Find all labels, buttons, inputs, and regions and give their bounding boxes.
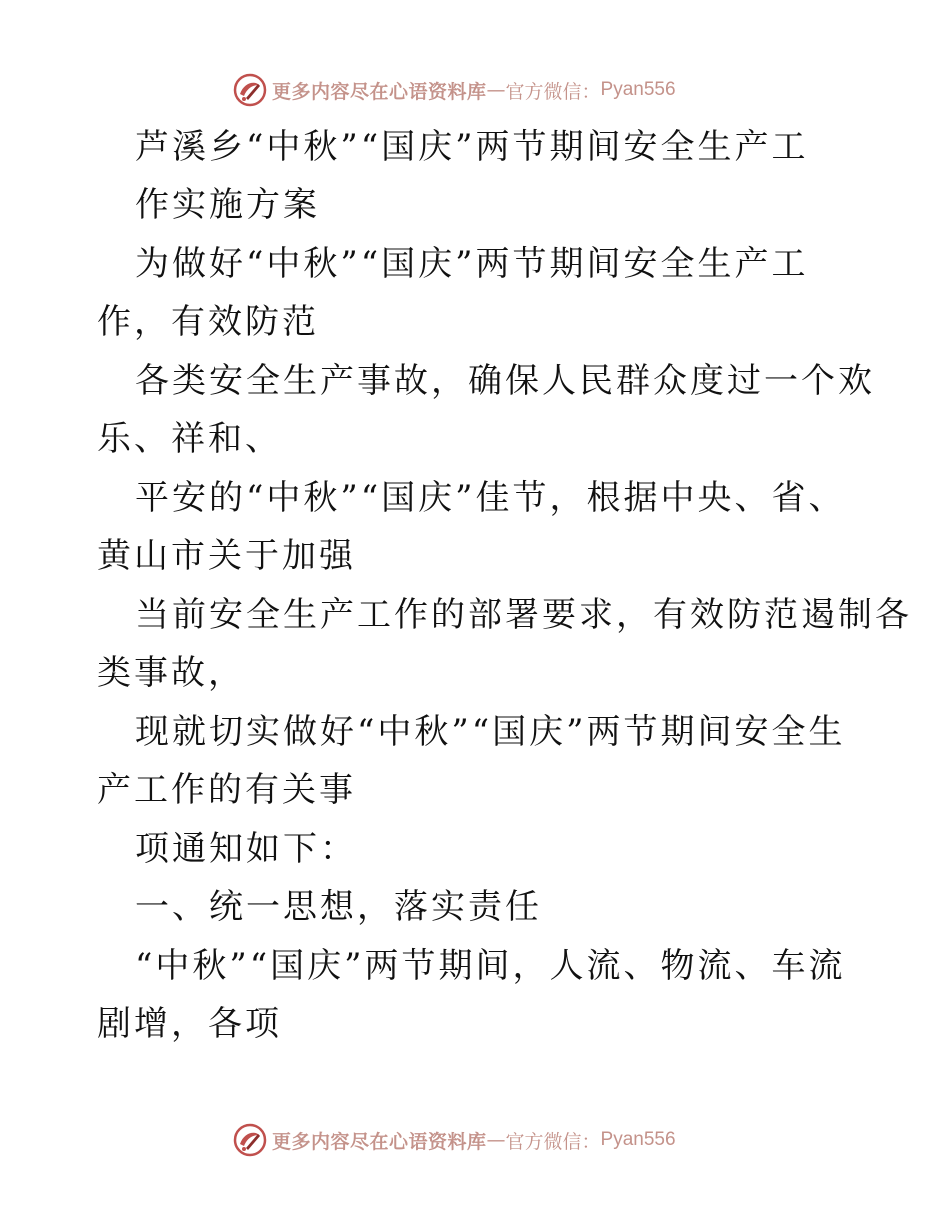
doc-line: 类事故， bbox=[97, 653, 245, 693]
doc-section-heading: 一、统一思想，落实责任 bbox=[135, 887, 542, 927]
doc-line: 剧增，各项 bbox=[97, 1004, 282, 1044]
doc-line: 项通知如下： bbox=[135, 829, 357, 869]
banner-wechat-id: Pyan556 bbox=[600, 1129, 676, 1150]
doc-line: 乐、祥和、 bbox=[97, 419, 282, 459]
header-banner bbox=[232, 70, 676, 110]
banner-wechat-label: 官方微信： bbox=[505, 80, 601, 103]
doc-line: “中秋”“国庆”两节期间，人流、物流、车流 bbox=[135, 946, 846, 986]
banner-separator: — bbox=[486, 79, 506, 101]
banner-wechat-id: Pyan556 bbox=[600, 79, 676, 100]
doc-title-line-2: 作实施方案 bbox=[135, 185, 320, 225]
doc-line: 作，有效防范 bbox=[97, 302, 319, 342]
doc-line: 现就切实做好“中秋”“国庆”两节期间安全生 bbox=[135, 712, 846, 752]
pen-swirl-logo-icon bbox=[232, 1122, 268, 1158]
doc-title-line-1: 芦溪乡“中秋”“国庆”两节期间安全生产工 bbox=[135, 127, 809, 167]
banner-site-text: 更多内容尽在心语资料库 bbox=[272, 80, 487, 103]
banner-separator: — bbox=[486, 1129, 506, 1151]
doc-line: 黄山市关于加强 bbox=[97, 536, 356, 576]
doc-line: 各类安全生产事故，确保人民群众度过一个欢 bbox=[135, 361, 875, 401]
doc-line: 为做好“中秋”“国庆”两节期间安全生产工 bbox=[135, 244, 809, 284]
banner-wechat-label: 官方微信： bbox=[505, 1130, 601, 1153]
doc-line: 平安的“中秋”“国庆”佳节，根据中央、省、 bbox=[135, 478, 846, 518]
banner-site-text: 更多内容尽在心语资料库 bbox=[272, 1130, 487, 1153]
footer-banner bbox=[232, 1120, 676, 1160]
pen-swirl-logo-icon bbox=[232, 72, 268, 108]
doc-line: 当前安全生产工作的部署要求，有效防范遏制各 bbox=[135, 595, 912, 635]
doc-line: 产工作的有关事 bbox=[97, 770, 356, 810]
